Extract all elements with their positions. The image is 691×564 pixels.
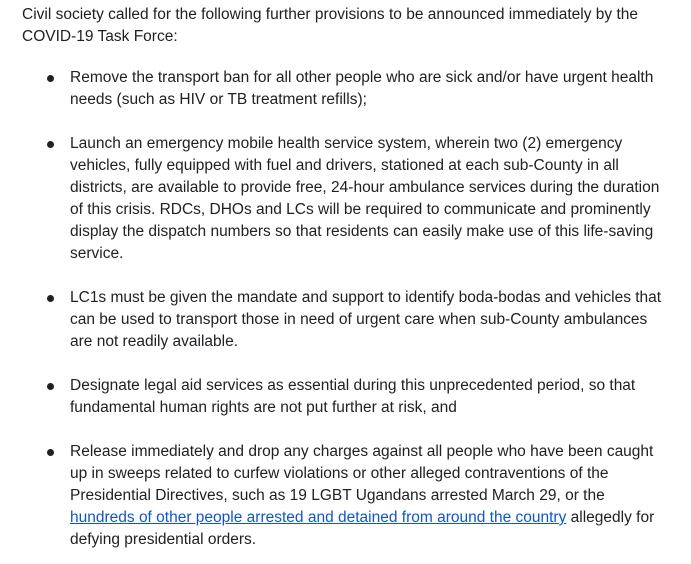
intro-paragraph: Civil society called for the following further provisions to be announced immediately by the COVID-19 Task Force: <box>22 6 639 45</box>
list-item-text: LC1s must be given the mandate and support to identify boda-bodas and vehicles that can be used to transport those in need of urgent care when sub-County ambulances are not readily available. <box>70 289 662 350</box>
list-item-text: Launch an emergency mobile health service system, wherein two (2) emergency vehicles, fully equipped with fuel and drivers, stationed at each sub-County in all districts, are available to provide free, 24-hour ambulance services during the duration of this crisis. RDCs, DHOs and LCs will be required to communicate and prominently display the dispatch numbers so that residents can easily make use of this life-saving service. <box>70 135 660 262</box>
bullet-icon <box>47 141 54 148</box>
bullet-icon <box>47 383 54 390</box>
list-item-text: Remove the transport ban for all other people who are sick and/or have urgent health needs (such as HIV or TB treatment refills); <box>70 69 654 108</box>
list-item <box>22 441 667 551</box>
list-item-text-start: Release immediately and drop any charges against all people who have been caught up in sweeps related to curfew violations or other alleged contraventions of the Presidential Directives, such as 19 LGBT Ugandans arrested March 29, or the <box>70 443 654 504</box>
list-item <box>22 287 667 353</box>
bullet-icon <box>47 75 54 82</box>
list-item <box>22 67 667 111</box>
list-item <box>22 375 667 419</box>
list-item-text-end: allegedly for defying presidential orders. <box>70 509 655 548</box>
provisions-list <box>22 67 667 551</box>
bullet-icon <box>47 449 54 456</box>
list-item <box>22 133 667 265</box>
list-item-text: Designate legal aid services as essential during this unprecedented period, so that fundamental human rights are not put further at risk, and <box>70 377 636 416</box>
bullet-icon <box>47 295 54 302</box>
arrests-news-link[interactable]: hundreds of other people arrested and detained from around the country <box>70 509 567 526</box>
